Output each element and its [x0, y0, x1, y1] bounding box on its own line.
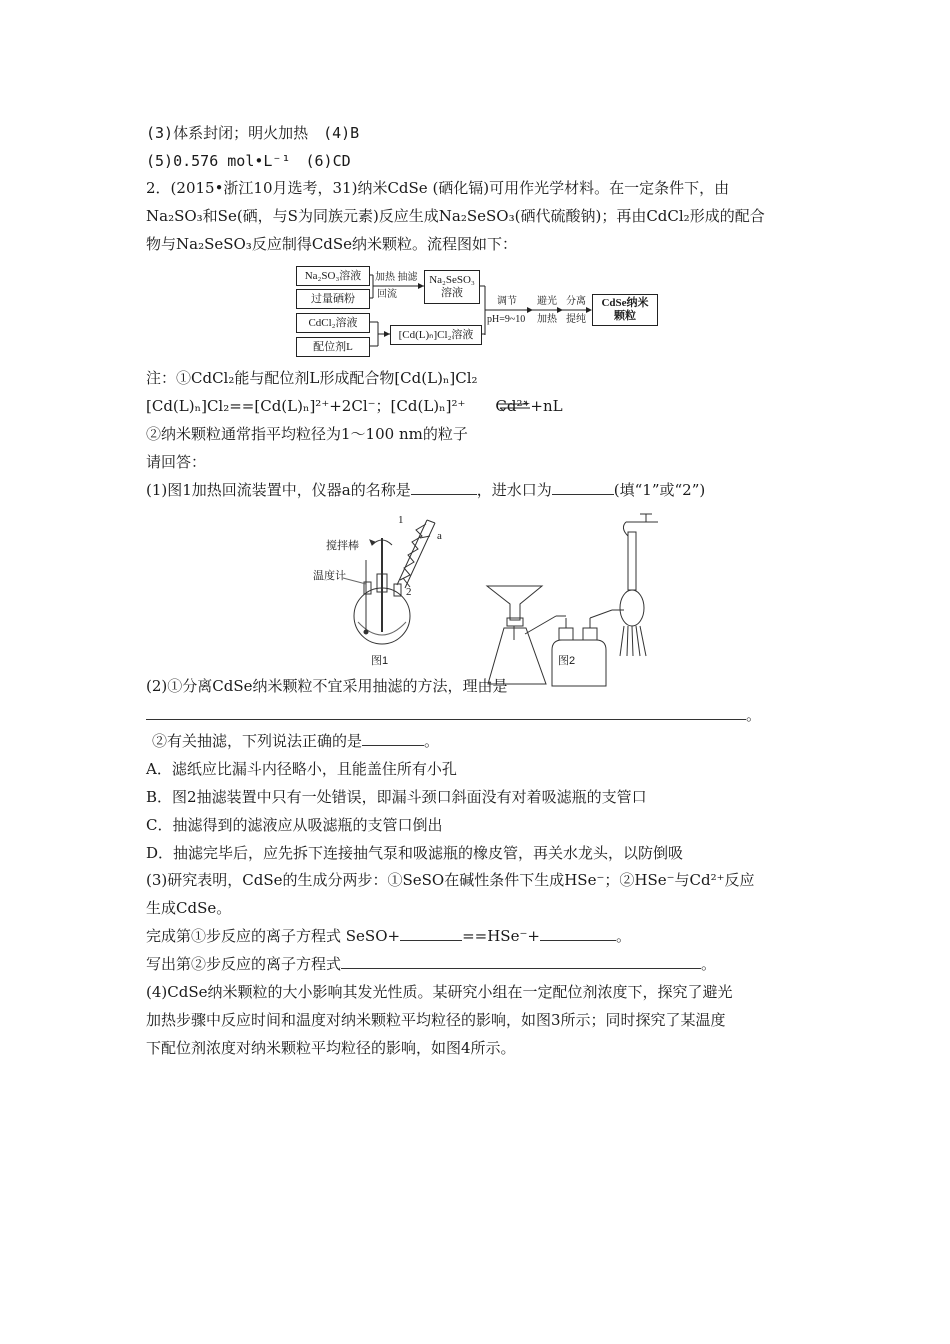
answer-blank-instrument[interactable]	[411, 480, 477, 495]
label-stirring-rod: 搅拌棒	[326, 540, 359, 552]
answer-blank-product[interactable]	[540, 926, 616, 941]
flask-neck-center	[377, 574, 387, 592]
label-a: a	[437, 530, 442, 542]
safety-bottle-icon	[552, 640, 606, 686]
flow-label-adjust: 调节	[497, 296, 517, 307]
flow-label-dark: 避光	[537, 296, 557, 307]
flow-box-complex: [Cd(L)ₙ]Cl₂溶液	[390, 325, 482, 345]
answer-blank-equation[interactable]	[341, 954, 701, 969]
flow-label-separate: 分离	[566, 296, 586, 307]
flow-label-heat: 加热	[537, 314, 557, 325]
flow-box-na2seso3: Na₂SeSO₃溶液	[424, 270, 480, 304]
figure-1-caption: 图1	[371, 655, 389, 667]
answer-line-2: (5)0.576 mol•L⁻¹ (6)CD	[146, 152, 351, 170]
flask-neck-left	[364, 582, 371, 594]
question-1-text-a: (1)图1加热回流装置中，仪器a的名称是	[146, 481, 411, 499]
reversible-arrow-icon	[494, 399, 534, 413]
note-2: [Cd(L)ₙ]Cl₂==[Cd(L)ₙ]²⁺+2Cl⁻；[Cd(L)ₙ]²⁺ Cd²⁺+nL	[146, 397, 563, 415]
note-1: 注：①CdCl₂能与配位剂L形成配合物[Cd(L)ₙ]Cl₂	[146, 369, 478, 387]
question-2-end-mark: 。	[746, 706, 762, 724]
question-3-step-2-end: 。	[701, 955, 717, 973]
question-3-line-1: (3)研究表明，CdSe的生成分两步：①SeSO在碱性条件下生成HSe⁻；②HSe⁻与Cd²⁺反应	[146, 871, 755, 889]
flow-box-cdcl2: CdCl₂溶液	[296, 313, 370, 333]
option-b: B．图2抽滤装置中只有一处错误，即漏斗颈口斜面没有对着吸滤瓶的支管口	[146, 788, 647, 806]
answer-line-1: (3)体系封闭；明火加热 (4)B	[146, 124, 360, 142]
answer-blank-choice[interactable]	[362, 731, 424, 746]
flow-box-na2so3: Na₂SO₃溶液	[296, 266, 370, 286]
flow-box-ligand: 配位剂L	[296, 337, 370, 357]
question-3-step-1-text: 完成第①步反应的离子方程式 SeSO+	[146, 927, 401, 945]
option-c: C．抽滤得到的滤液应从吸滤瓶的支管口倒出	[146, 816, 443, 834]
please-answer: 请回答：	[146, 453, 207, 471]
question-2-part-2-text: ②有关抽滤，下列说法正确的是	[152, 732, 363, 750]
buchner-funnel-icon	[487, 586, 542, 620]
question-1-text-b: ，进水口为	[476, 481, 552, 499]
label-inlet-2: 2	[406, 586, 412, 598]
answer-blank-inlet[interactable]	[552, 480, 614, 495]
flask-neck-right	[394, 584, 401, 596]
flow-box-selenium: 过量硒粉	[296, 289, 370, 309]
question-2-intro-1: 2．(2015•浙江10月选考，31)纳米CdSe (硒化镉)可用作光学材料。在一定条件下，由	[146, 179, 730, 197]
question-2-part-2-end: 。	[424, 732, 440, 750]
question-4-line-2: 加热步骤中反应时间和温度对纳米颗粒平均粒径的影响，如图3所示；同时探究了某温度	[146, 1011, 726, 1029]
flow-box-product: CdSe纳米颗粒	[592, 294, 658, 326]
note-3: ②纳米颗粒通常指平均粒径为1～100 nm的粒子	[146, 425, 468, 443]
flow-label-purify: 提纯	[566, 314, 586, 325]
option-a: A．滤纸应比漏斗内径略小，且能盖住所有小孔	[146, 760, 457, 778]
aspirator-icon	[620, 590, 644, 626]
flask-icon	[354, 588, 410, 644]
question-2-intro-3: 物与Na₂SeSO₃反应制得CdSe纳米颗粒。流程图如下：	[146, 235, 518, 253]
question-4-line-3: 下配位剂浓度对纳米颗粒平均粒径的影响，如图4所示。	[146, 1039, 516, 1057]
question-3-step-2-text: 写出第②步反应的离子方程式	[146, 955, 342, 973]
question-3-step-1-mid: ==HSe⁻+	[462, 927, 540, 945]
flow-label-reflux: 回流	[377, 289, 397, 300]
question-3-step-1	[146, 926, 631, 946]
question-2-part-1: (2)①分离CdSe纳米颗粒不宜采用抽滤的方法，理由是	[146, 677, 508, 695]
question-1	[146, 480, 705, 500]
answer-blank-reactant[interactable]	[400, 926, 462, 941]
flow-label-ph: pH=9~10	[487, 314, 526, 325]
question-4-line-1: (4)CdSe纳米颗粒的大小影响其发光性质。某研究小组在一定配位剂浓度下，探究了避光	[146, 983, 733, 1001]
question-2-blank-line	[146, 705, 761, 725]
label-inlet-1: 1	[398, 514, 404, 526]
figure-2-caption: 图2	[558, 655, 576, 667]
question-2-part-2	[152, 731, 439, 751]
question-2-intro-2: Na₂SO₃和Se(硒，与S为同族元素)反应生成Na₂SeSO₃(硒代硫酸钠)；再由CdCl₂形成的配合	[146, 207, 765, 225]
flow-label-heat-filter: 加热 抽滤	[375, 272, 418, 283]
question-3-step-1-end: 。	[615, 927, 631, 945]
question-3-line-2: 生成CdSe。	[146, 899, 232, 917]
question-1-text-c: (填“1”或“2”)	[613, 481, 706, 499]
question-3-step-2	[146, 954, 716, 974]
label-thermometer: 温度计	[313, 570, 346, 582]
option-d: D．抽滤完毕后，应先拆下连接抽气泵和吸滤瓶的橡皮管，再关水龙头，以防倒吸	[146, 844, 684, 862]
answer-blank-reason[interactable]	[146, 705, 746, 720]
